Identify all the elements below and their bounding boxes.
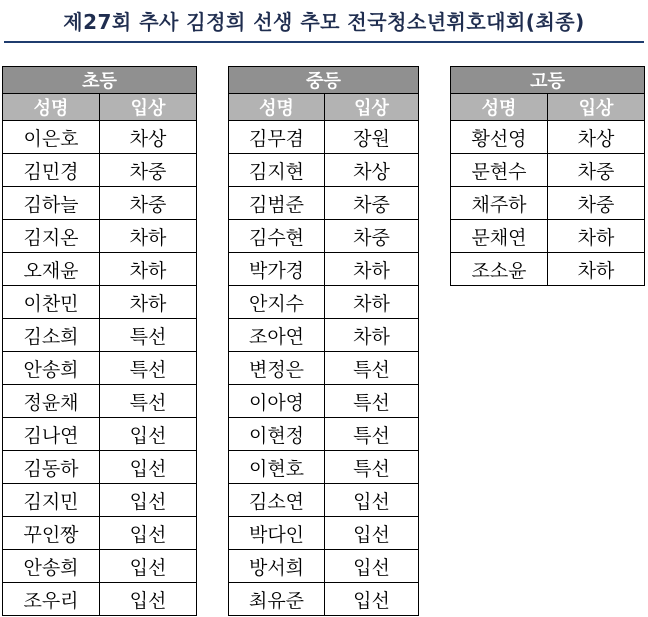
student-name-cell: 조우리: [3, 583, 100, 616]
student-name-cell: 김민경: [3, 154, 100, 187]
student-name-cell: 박가경: [229, 253, 325, 286]
award-cell: 차상: [100, 121, 197, 154]
student-name-cell: 박다인: [229, 517, 325, 550]
student-name-cell: 김나연: [3, 418, 100, 451]
award-cell: 차중: [100, 154, 197, 187]
table-row: [229, 286, 419, 319]
award-cell: 입선: [100, 583, 197, 616]
student-name-cell: 채주하: [451, 187, 548, 220]
award-cell: 입선: [100, 418, 197, 451]
student-name-cell: 방서희: [229, 550, 325, 583]
award-cell: 입선: [325, 583, 419, 616]
award-cell: 특선: [100, 319, 197, 352]
student-name-cell: 김지민: [3, 484, 100, 517]
table-row: [3, 319, 197, 352]
table-row: [451, 187, 645, 220]
student-name-cell: 최유준: [229, 583, 325, 616]
award-cell: 특선: [325, 385, 419, 418]
award-cell: 차하: [100, 253, 197, 286]
award-cell: 차상: [548, 121, 645, 154]
student-name-cell: 안송희: [3, 352, 100, 385]
student-name-cell: 황선영: [451, 121, 548, 154]
table-row: [229, 319, 419, 352]
middle-division-header: 중등: [229, 67, 419, 94]
award-cell: 특선: [100, 385, 197, 418]
table-row: [3, 583, 197, 616]
award-column-header: 입상: [100, 94, 197, 121]
award-cell: 특선: [325, 418, 419, 451]
table-row: [229, 352, 419, 385]
award-cell: 차중: [325, 220, 419, 253]
high-results-table: [450, 66, 645, 286]
award-cell: 입선: [325, 484, 419, 517]
table-row: [229, 583, 419, 616]
table-row: [229, 484, 419, 517]
student-name-cell: 김지온: [3, 220, 100, 253]
award-cell: 입선: [100, 451, 197, 484]
table-row: [229, 517, 419, 550]
award-cell: 입선: [100, 517, 197, 550]
student-name-cell: 이현호: [229, 451, 325, 484]
award-cell: 차하: [100, 220, 197, 253]
table-row: [3, 385, 197, 418]
name-column-header: 성명: [3, 94, 100, 121]
middle-rows: [229, 121, 419, 616]
student-name-cell: 문현수: [451, 154, 548, 187]
table-row: [229, 154, 419, 187]
student-name-cell: 김소연: [229, 484, 325, 517]
elementary-results-table: [2, 66, 197, 616]
table-row: [451, 121, 645, 154]
student-name-cell: 이현정: [229, 418, 325, 451]
student-name-cell: 이아영: [229, 385, 325, 418]
student-name-cell: 조소윤: [451, 253, 548, 286]
award-cell: 차하: [100, 286, 197, 319]
table-row: [3, 286, 197, 319]
student-name-cell: 안송희: [3, 550, 100, 583]
award-cell: 입선: [325, 550, 419, 583]
student-name-cell: 조아연: [229, 319, 325, 352]
high-rows: [451, 121, 645, 286]
student-name-cell: 김무겸: [229, 121, 325, 154]
title-underline: [4, 41, 644, 43]
table-row: [3, 121, 197, 154]
award-cell: 특선: [325, 451, 419, 484]
table-row: [3, 550, 197, 583]
table-row: [3, 220, 197, 253]
table-row: [451, 253, 645, 286]
student-name-cell: 김동하: [3, 451, 100, 484]
student-name-cell: 정윤채: [3, 385, 100, 418]
student-name-cell: 오재윤: [3, 253, 100, 286]
award-cell: 입선: [100, 550, 197, 583]
high-division-header: 고등: [451, 67, 645, 94]
table-row: [229, 418, 419, 451]
award-column-header: 입상: [548, 94, 645, 121]
award-cell: 입선: [325, 517, 419, 550]
table-row: [451, 220, 645, 253]
student-name-cell: 김범준: [229, 187, 325, 220]
award-cell: 차하: [325, 319, 419, 352]
award-cell: 차하: [325, 286, 419, 319]
award-cell: 특선: [325, 352, 419, 385]
award-cell: 차하: [548, 253, 645, 286]
student-name-cell: 이은호: [3, 121, 100, 154]
award-cell: 장원: [325, 121, 419, 154]
table-row: [3, 352, 197, 385]
award-cell: 차하: [548, 220, 645, 253]
table-row: [3, 484, 197, 517]
name-column-header: 성명: [451, 94, 548, 121]
table-row: [3, 418, 197, 451]
award-cell: 차중: [325, 187, 419, 220]
award-cell: 차하: [325, 253, 419, 286]
student-name-cell: 변정은: [229, 352, 325, 385]
student-name-cell: 문채연: [451, 220, 548, 253]
award-cell: 차중: [548, 187, 645, 220]
award-cell: 특선: [100, 352, 197, 385]
table-row: [3, 154, 197, 187]
student-name-cell: 김소희: [3, 319, 100, 352]
student-name-cell: 김하늘: [3, 187, 100, 220]
student-name-cell: 안지수: [229, 286, 325, 319]
elementary-division-header: 초등: [3, 67, 197, 94]
award-cell: 차중: [548, 154, 645, 187]
table-row: [3, 451, 197, 484]
table-row: [229, 385, 419, 418]
middle-results-table: [228, 66, 419, 616]
page-title: 제27회 추사 김정희 선생 추모 전국청소년휘호대회(최종): [63, 10, 585, 34]
table-row: [3, 253, 197, 286]
award-cell: 차중: [100, 187, 197, 220]
student-name-cell: 꾸인짱: [3, 517, 100, 550]
table-row: [229, 121, 419, 154]
name-column-header: 성명: [229, 94, 325, 121]
table-row: [3, 187, 197, 220]
table-row: [229, 220, 419, 253]
table-row: [451, 154, 645, 187]
table-row: [229, 187, 419, 220]
student-name-cell: 김지현: [229, 154, 325, 187]
table-row: [229, 550, 419, 583]
elementary-rows: [3, 121, 197, 616]
table-row: [229, 451, 419, 484]
table-row: [3, 517, 197, 550]
award-column-header: 입상: [325, 94, 419, 121]
student-name-cell: 이찬민: [3, 286, 100, 319]
student-name-cell: 김수현: [229, 220, 325, 253]
award-cell: 차상: [325, 154, 419, 187]
table-row: [229, 253, 419, 286]
award-cell: 입선: [100, 484, 197, 517]
